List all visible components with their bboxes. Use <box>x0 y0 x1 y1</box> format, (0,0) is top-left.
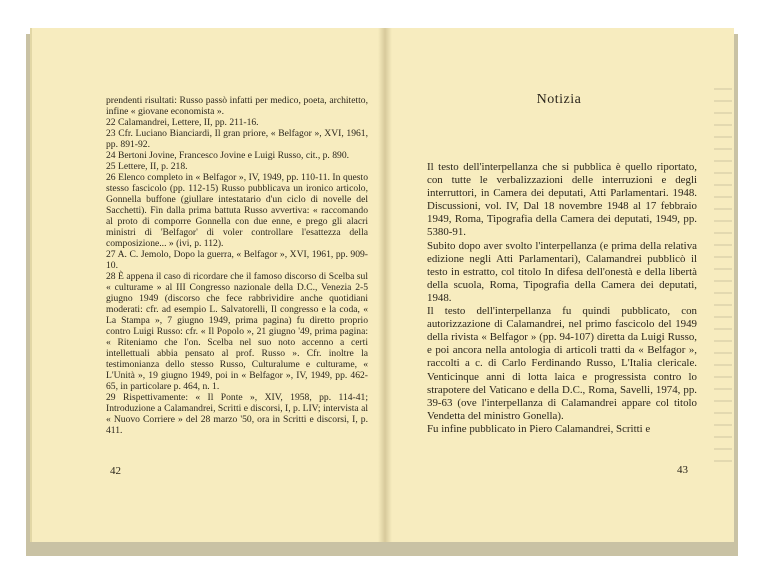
footnote-24: 24 Bertoni Jovine, Francesco Jovine e Luigi Russo, cit., p. 890. <box>106 150 350 161</box>
paragraph-2: Subito dopo aver svolto l'interpellanza (e prima della relativa edizione negli Atti Parlamentari), Calamandrei pubblicò il testo in estratto, col titolo In difesa dell'onestà e della libertà della scuola, Roma, Tipografia della Camera dei deputati, 1948. <box>427 239 697 304</box>
footnote-continuation: prendenti risultati: Russo passò infatti per medico, poeta, architetto, infine « giovane economista ». <box>106 95 368 117</box>
page-number-left: 42 <box>110 465 121 477</box>
right-page <box>384 28 734 542</box>
bleed-through-shadow <box>714 88 732 468</box>
open-book <box>22 28 734 556</box>
paragraph-1: Il testo dell'interpellanza che si pubblica è quello riportato, con tutte le verbalizzazioni delle interruzioni e degli interruttori, in Camera dei deputati, Atti Parlamentari. 1948. Discussioni, vol. IV, Dal 18 novembre 1948 al 17 febbraio 1949, Roma, Tipografia della Camera dei deputati, 1949, pp. 5380-91. <box>427 161 697 239</box>
footnote-23: 23 Cfr. Luciano Bianciardi, Il gran priore, « Belfagor », XVI, 1961, pp. 891-92. <box>106 128 368 150</box>
page-number-right: 43 <box>677 464 688 476</box>
left-page <box>30 28 386 542</box>
paragraph-4: Fu infine pubblicato in Piero Calamandrei, Scritti e <box>427 422 651 435</box>
footnote-26: 26 Elenco completo in « Belfagor », IV, 1949, pp. 110-11. In questo stesso fascicolo (pp. 112-15) Russo pubblicava un ironico articolo, Gonnella buffone (giullare intestatario d'un ciclo di novelle del Sacchetti). Fin dalla prima battuta Russo avvertiva: « raccomando al proto di comporre Gonnella con due enne, e prego gli alacri ministri di 'Belfagor' di voler controllare l'esattezza della composizione... » (ivi, p. 112). <box>106 172 368 249</box>
section-title: Notizia <box>536 92 582 107</box>
footnotes-block <box>106 95 368 436</box>
footnote-25: 25 Lettere, II, p. 218. <box>106 161 188 172</box>
footnote-27: 27 A. C. Jemolo, Dopo la guerra, « Belfagor », XVI, 1961, pp. 909-10. <box>106 249 368 271</box>
footnote-29: 29 Rispettivamente: « Il Ponte », XIV, 1958, pp. 114-41; Introduzione a Calamandrei, Scritti e discorsi, I, p. LIV; intervista al « Nuovo Corriere » del 28 marzo '50, ora in Scritti e discorsi, I, p. 411. <box>106 392 368 436</box>
paragraph-3: Il testo dell'interpellanza fu quindi pubblicato, con autorizzazione di Calamandrei, nel primo fascicolo del 1949 della rivista « Belfagor » (pp. 94-107) diretta da Luigi Russo, e poi ancora nella antologia di articoli tratti da « Belfagor », raccolti a c. di Carlo Ferdinando Russo, L'Italia clericale. Venticinque anni di lotta laica e progressista contro lo strapotere del Vaticano e della D.C., Roma, Savelli, 1974, pp. 39-63 (ove l'interpellanza di Calamandrei appare col titolo Vendetta del ministro Gonella). <box>427 305 697 422</box>
footnote-28: 28 È appena il caso di ricordare che il famoso discorso di Scelba sul « culturame » al III Congresso nazionale della D.C., Venezia 2-5 giugno 1949 (discorso che fece rabbrividire anche quotidiani moderati: cfr. ad esempio L. Salvatorelli, Il congresso e la coda, « La Stampa », 7 giugno 1949, prima pagina) fu diretto proprio contro Luigi Russo: cfr. « Il Popolo », 21 giugno '49, prima pagina: « Riteniamo che l'on. Scelba nel suo noto accenno a certi intellettuali abbia pensato al prof. Russo ». Cfr. inoltre la testimonianza dello stesso Russo, Culturalume e culturame, « L'Unità », 19 giugno 1949, poi in « Belfagor », IV, 1949, pp. 462-65, in particolare p. 464, n. 1. <box>106 271 368 392</box>
footnote-22: 22 Calamandrei, Lettere, II, pp. 211-16. <box>106 117 259 128</box>
book-gutter <box>378 28 392 542</box>
body-text-block <box>427 161 697 436</box>
